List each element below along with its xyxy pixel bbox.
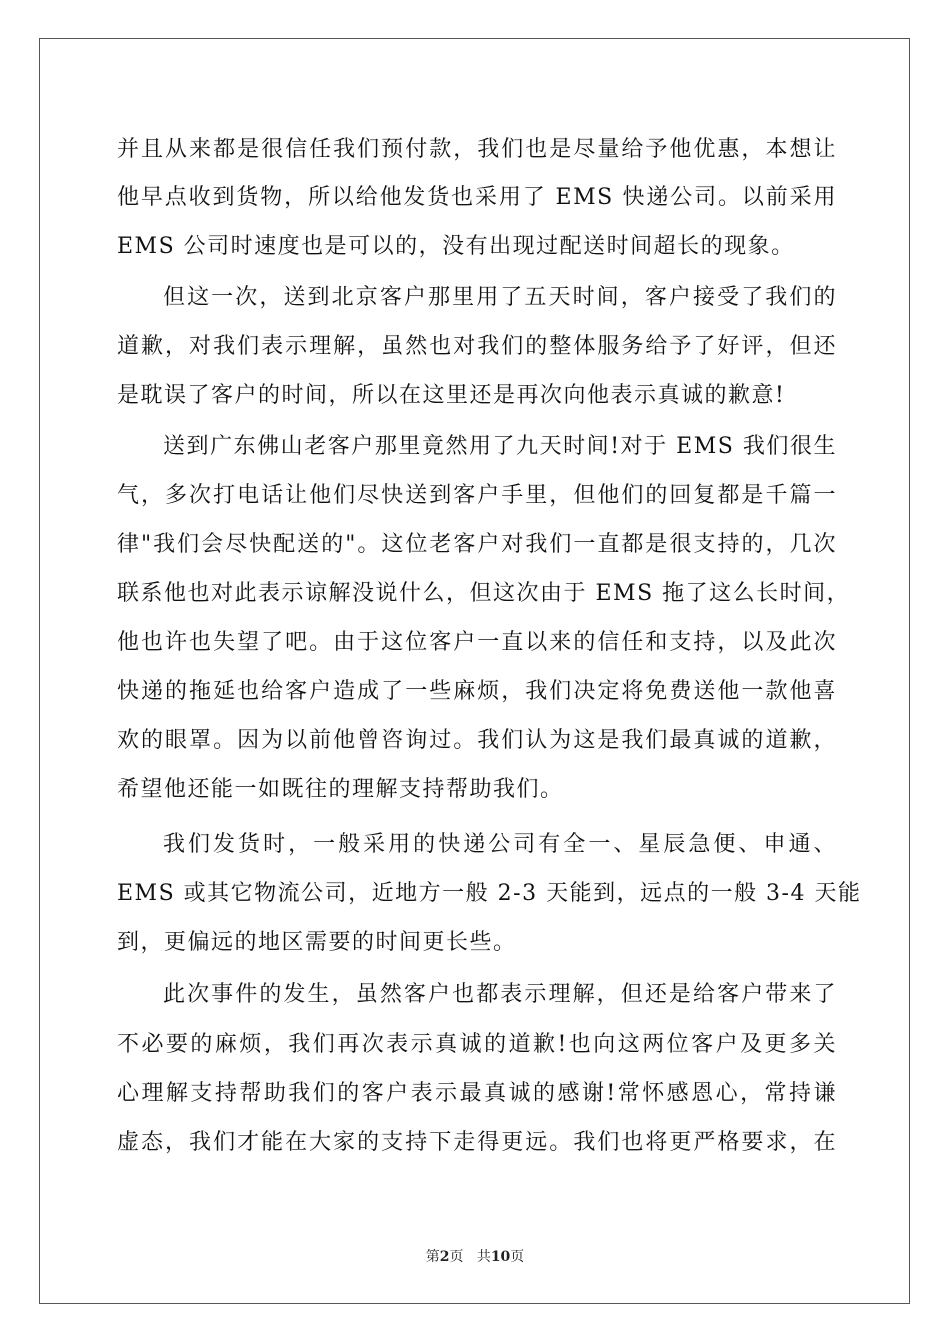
text-line: 他也许也失望了吧。由于这位客户一直以来的信任和支持，以及此次 <box>117 630 837 655</box>
page-footer <box>0 1246 950 1266</box>
text-line: EMS 公司时速度也是可以的，没有出现过配送时间超长的现象。 <box>117 234 795 259</box>
page-total: 10 <box>490 1249 511 1265</box>
page-prefix: 第 <box>425 1249 440 1265</box>
total-prefix: 共 <box>476 1249 491 1265</box>
text-line: 是耽误了客户的时间，所以在这里还是再次向他表示真诚的歉意! <box>117 383 786 408</box>
text-line: 他早点收到货物，所以给他发货也采用了 EMS 快递公司。以前采用 <box>117 185 837 210</box>
text-line: 联系他也对此表示谅解没说什么，但这次由于 EMS 拖了这么长时间， <box>117 581 851 606</box>
text-line: 虚态，我们才能在大家的支持下走得更远。我们也将更严格要求，在 <box>117 1130 837 1155</box>
text-line: 到，更偏远的地区需要的时间更长些。 <box>117 930 517 955</box>
text-line: 此次事件的发生，虽然客户也都表示理解，但还是给客户带来了 <box>163 982 837 1007</box>
text-line: 送到广东佛山老客户那里竟然用了九天时间!对于 EMS 我们很生 <box>163 434 837 459</box>
page-current: 2 <box>439 1249 450 1265</box>
text-line: 心理解支持帮助我们的客户表示最真诚的感谢!常怀感恩心，常持谦 <box>117 1081 837 1106</box>
text-line: 欢的眼罩。因为以前他曾咨询过。我们认为这是我们最真诚的道歉， <box>117 728 837 753</box>
text-line: 我们发货时，一般采用的快递公司有全一、星辰急便、申通、 <box>163 832 837 857</box>
text-line: EMS 或其它物流公司，近地方一般 2-3 天能到，远点的一般 3-4 天能 <box>117 881 862 906</box>
text-line: 不必要的麻烦，我们再次表示真诚的道歉!也向这两位客户及更多关 <box>117 1032 837 1057</box>
page-unit: 页 <box>449 1249 464 1265</box>
text-line: 律"我们会尽快配送的"。这位老客户对我们一直都是很支持的，几次 <box>117 532 837 557</box>
text-line: 道歉，对我们表示理解，虽然也对我们的整体服务给予了好评，但还 <box>117 334 837 359</box>
text-line: 气，多次打电话让他们尽快送到客户手里，但他们的回复都是千篇一 <box>117 483 837 508</box>
page-border <box>39 38 910 1304</box>
total-unit: 页 <box>510 1249 525 1265</box>
text-line: 快递的拖延也给客户造成了一些麻烦，我们决定将免费送他一款他喜 <box>117 679 837 704</box>
text-line: 但这一次，送到北京客户那里用了五天时间，客户接受了我们的 <box>163 285 837 310</box>
text-line: 并且从来都是很信任我们预付款，我们也是尽量给予他优惠，本想让 <box>117 137 837 162</box>
text-line: 希望他还能一如既往的理解支持帮助我们。 <box>117 777 564 802</box>
